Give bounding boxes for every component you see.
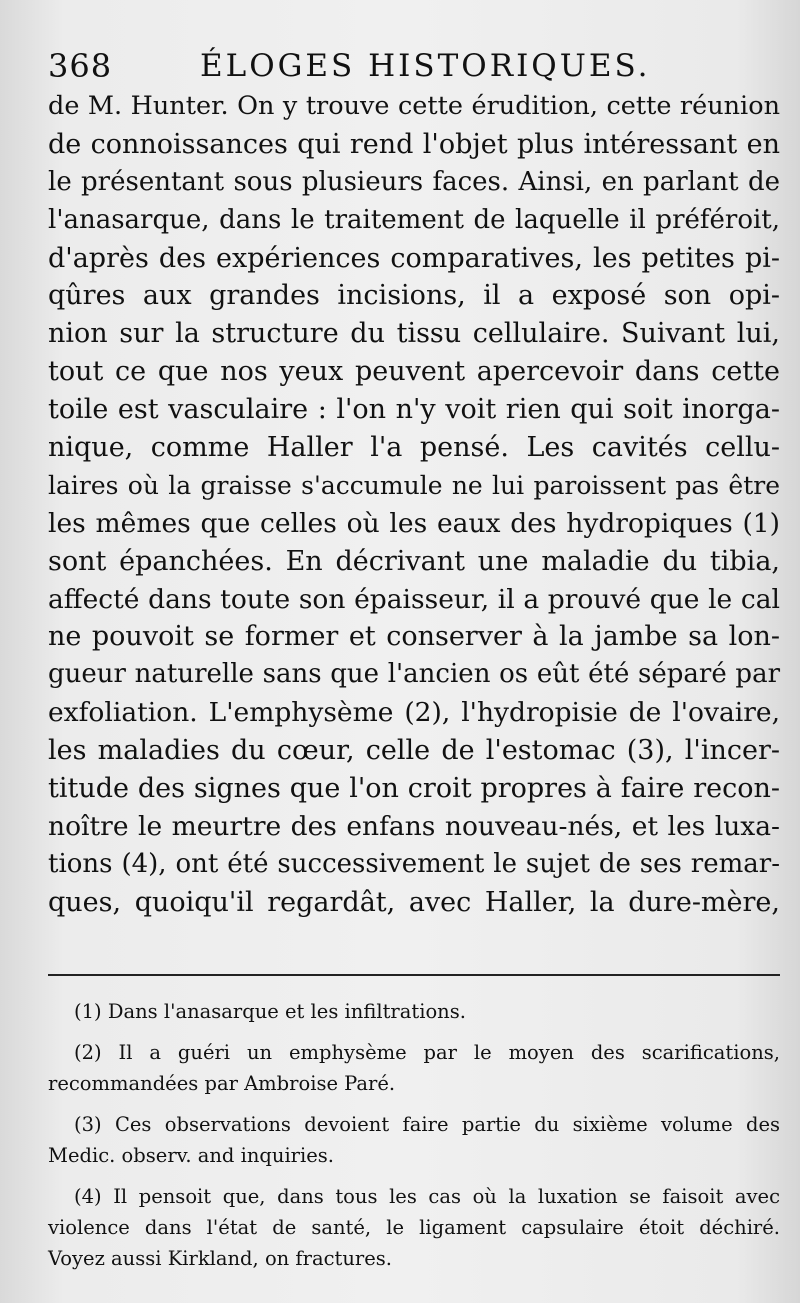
body-line: affecté dans toute son épaisseur, il a prouvé que le cal — [48, 583, 780, 615]
page-number: 368 — [48, 47, 113, 85]
footnote-line: violence dans l'état de santé, le ligament capsulaire étoit déchiré. — [48, 1216, 780, 1239]
footnote-line: (3) Ces observations devoient faire partie du sixième volume des — [74, 1113, 780, 1136]
body-line: l'anasarque, dans le traitement de laquelle il préféroit, — [48, 204, 780, 235]
footnotes — [48, 996, 780, 1284]
footnote-line: recommandées par Ambroise Paré. — [48, 1072, 396, 1095]
running-title: ÉLOGES HISTORIQUES. — [200, 48, 651, 84]
footnote-4 — [48, 1181, 780, 1274]
body-line: nique, comme Haller l'a pensé. Les cavités cellu- — [48, 432, 780, 464]
footnote-line: (4) Il pensoit que, dans tous les cas où la luxation se faisoit avec — [74, 1185, 780, 1208]
body-line: les maladies du cœur, celle de l'estomac (3), l'incer- — [48, 735, 780, 767]
body-line: tions (4), ont été successivement le sujet de ses remar- — [48, 848, 780, 879]
footnote-2 — [48, 1037, 780, 1099]
body-line: le présentant sous plusieurs faces. Ainsi, en parlant de — [48, 166, 780, 197]
footnote-line: Voyez aussi Kirkland, on fractures. — [48, 1247, 392, 1270]
body-line: sont épanchées. En décrivant une maladie du tibia, — [48, 545, 780, 577]
body-line: laires où la graisse s'accumule ne lui paroissent pas être — [48, 470, 780, 500]
body-line: nion sur la structure du tissu cellulaire. Suivant lui, — [48, 318, 780, 350]
footnote-divider — [48, 974, 780, 976]
body-line: qûres aux grandes incisions, il a exposé son opi- — [48, 280, 780, 312]
footnote-line: Medic. observ. and inquiries. — [48, 1144, 334, 1167]
body-line: exfoliation. L'emphysème (2), l'hydropisie de l'ovaire, — [48, 697, 780, 729]
body-line: d'après des expériences comparatives, les petites pi- — [48, 242, 780, 274]
body-line: ques, quoiqu'il regardât, avec Haller, la dure-mère, — [48, 886, 780, 918]
body-line: gueur naturelle sans que l'ancien os eût été séparé par — [48, 659, 780, 690]
page-header — [48, 44, 748, 88]
body-line: noître le meurtre des enfans nouveau-nés, et les luxa- — [48, 810, 780, 842]
footnote-line: (2) Il a guéri un emphysème par le moyen des scarifications, — [74, 1041, 780, 1064]
body-text — [48, 88, 780, 922]
body-line: de connoissances qui rend l'objet plus intéressant en — [48, 128, 780, 160]
footnote-1 — [48, 996, 780, 1027]
body-line: tout ce que nos yeux peuvent apercevoir dans cette — [48, 356, 780, 388]
body-line: de M. Hunter. On y trouve cette érudition, cette réunion — [48, 91, 780, 121]
body-line: ne pouvoit se former et conserver à la jambe sa lon- — [48, 621, 780, 653]
body-line: titude des signes que l'on croit propres à faire recon- — [48, 773, 780, 805]
footnote-line: (1) Dans l'anasarque et les infiltrations. — [74, 1000, 466, 1023]
footnote-3 — [48, 1109, 780, 1171]
body-line: les mêmes que celles où les eaux des hydropiques (1) — [48, 507, 780, 539]
body-line: toile est vasculaire : l'on n'y voit rien qui soit inorga- — [48, 394, 780, 426]
